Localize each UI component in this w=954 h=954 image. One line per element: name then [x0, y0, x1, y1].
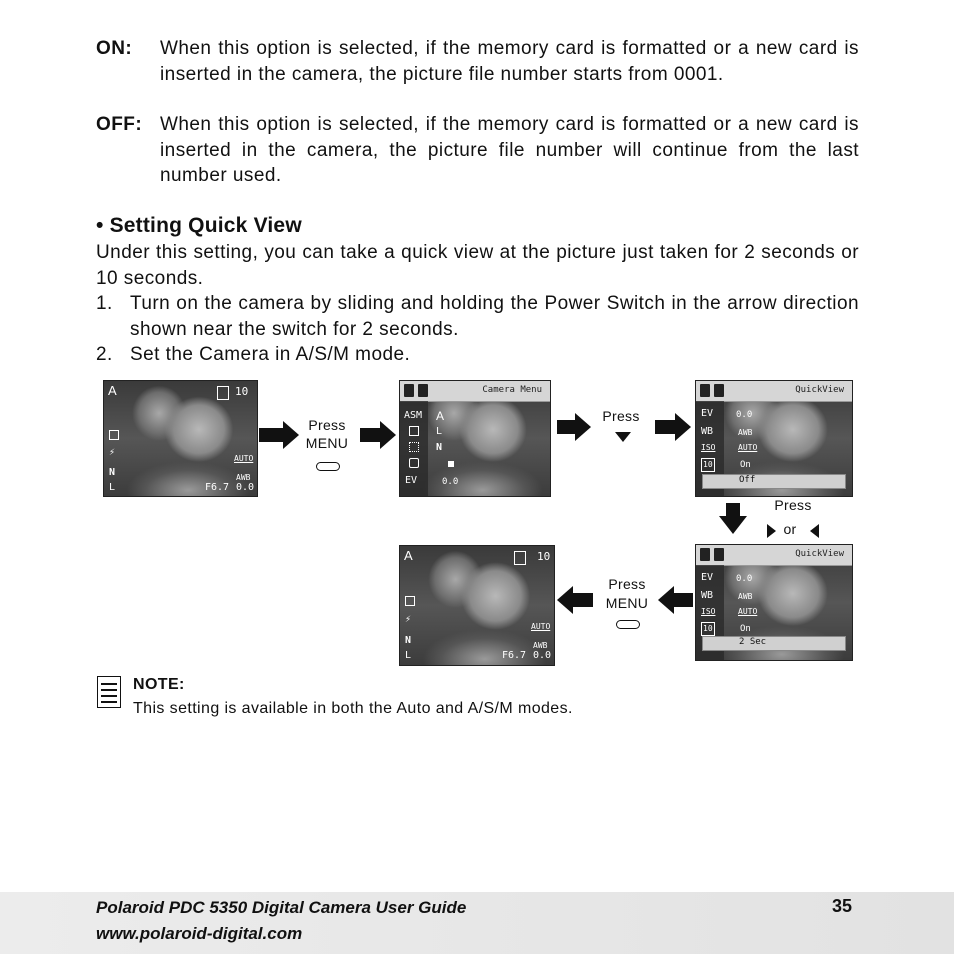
menu-header	[400, 381, 550, 402]
ev-icon: EV	[701, 572, 714, 583]
size-value: L	[436, 426, 443, 437]
option-off-text: When this option is selected, if the memory card is formatted or a new card is inserted in the camera, the picture file number will continue from the last number used.	[160, 114, 859, 186]
quickview-option-bar	[702, 636, 846, 651]
ev-value: 0.0	[442, 477, 459, 487]
ev-icon: EV	[701, 408, 714, 419]
arrow-right-icon	[380, 421, 396, 449]
ev-value: 0.0	[236, 482, 255, 493]
menu-label: MENU	[305, 435, 349, 451]
iso-value: AUTO	[531, 622, 551, 631]
menu-label: MENU	[605, 595, 649, 611]
note-heading: NOTE:	[133, 676, 185, 693]
quality-value: N	[436, 442, 443, 453]
right-button-icon	[767, 524, 776, 538]
reset-icon: 10	[701, 622, 715, 636]
mode-indicator: A	[108, 383, 117, 398]
aperture-value: F6.7	[205, 482, 230, 493]
camera-icon	[404, 384, 414, 397]
menu-header	[696, 381, 852, 402]
quickview-option-bar	[702, 474, 846, 489]
arrow-shaft	[360, 428, 382, 442]
arrow-shaft	[557, 420, 577, 434]
wb-value: AWB	[738, 428, 753, 437]
or-label: or	[783, 521, 797, 537]
live-view-result-screen	[399, 545, 555, 666]
setup-icon	[714, 548, 724, 561]
step-2-text: Set the Camera in A/S/M mode.	[130, 344, 411, 365]
section-title: • Setting Quick View	[96, 214, 302, 237]
arrow-shaft	[573, 593, 593, 607]
reset-icon: 10	[701, 458, 715, 472]
resolution-icon: N	[405, 635, 412, 646]
iso-icon: ISO	[701, 443, 716, 452]
quickview-2sec-screen	[695, 544, 853, 661]
footer-title: Polaroid PDC 5350 Digital Camera User Guide	[96, 898, 467, 917]
iso-value: AUTO	[738, 443, 758, 452]
arrow-shaft	[726, 503, 740, 517]
ev-value: 0.0	[736, 574, 753, 584]
arrow-shaft	[655, 420, 677, 434]
memory-card-icon	[514, 551, 526, 565]
menu-header	[696, 545, 852, 566]
wb-value: AWB	[533, 641, 548, 650]
size-icon: L	[405, 650, 412, 661]
menu-title: Camera Menu	[482, 385, 542, 395]
flash-icon: ⚡	[405, 614, 412, 625]
mode-indicator: A	[404, 548, 413, 563]
menu-button-icon	[616, 620, 640, 629]
meter-value-icon	[448, 461, 454, 467]
section-intro: Under this setting, you can take a quick view at the picture just taken for 2 seconds or 10 seconds.	[96, 242, 859, 289]
arrow-shaft	[259, 428, 285, 442]
iso-icon: ISO	[701, 607, 716, 616]
live-view-screen	[103, 380, 258, 497]
iso-value: AUTO	[738, 607, 758, 616]
reset-value: On	[740, 460, 751, 470]
arrow-down-icon	[719, 516, 747, 534]
reset-value: On	[740, 624, 751, 634]
step-1-text: Turn on the camera by sliding and holding the Power Switch in the arrow direction shown near the switch for 2 seconds.	[130, 293, 859, 340]
option-on-text: When this option is selected, if the memory card is formatted or a new card is inserted in the camera, the picture file number starts from 0001.	[160, 38, 859, 85]
wb-value: AWB	[738, 592, 753, 601]
page-footer	[0, 892, 954, 954]
flash-icon: ⚡	[109, 447, 116, 458]
quickview-selected: 2 Sec	[739, 637, 767, 647]
memory-card-icon	[217, 386, 229, 400]
quickview-selected: Off	[739, 475, 756, 485]
arrow-right-icon	[283, 421, 299, 449]
page-number: 35	[832, 896, 853, 916]
quickview-off-screen	[695, 380, 853, 497]
option-off-label: OFF:	[96, 114, 143, 135]
option-on-label: ON:	[96, 38, 133, 59]
ev-value: 0.0	[533, 650, 552, 661]
meter-icon	[409, 458, 419, 468]
wb-icon: WB	[701, 426, 714, 437]
note-icon	[97, 676, 121, 708]
asm-value: A	[436, 409, 445, 423]
camera-icon	[700, 384, 710, 397]
asm-icon: ASM	[404, 410, 423, 421]
left-button-icon	[810, 524, 819, 538]
sharpness-icon	[409, 442, 419, 452]
step-2-number: 2.	[96, 344, 113, 365]
press-label: Press	[608, 576, 646, 592]
quality-icon	[409, 426, 419, 436]
setup-icon	[418, 384, 428, 397]
arrow-left-icon	[658, 586, 674, 614]
footer-url: www.polaroid-digital.com	[96, 924, 303, 943]
down-button-icon	[615, 432, 631, 442]
ev-value: 0.0	[736, 410, 753, 420]
wb-value: AWB	[236, 473, 251, 482]
menu-button-icon	[316, 462, 340, 471]
size-icon: L	[109, 482, 116, 493]
resolution-icon: N	[109, 467, 116, 478]
step-1-number: 1.	[96, 293, 113, 314]
shot-count: 10	[235, 385, 249, 398]
quality-icon	[405, 596, 415, 606]
press-label: Press	[602, 408, 640, 424]
arrow-shaft	[673, 593, 693, 607]
quality-icon	[109, 430, 119, 440]
press-label: Press	[308, 417, 346, 433]
arrow-right-icon	[675, 413, 691, 441]
shot-count: 10	[537, 550, 551, 563]
iso-value: AUTO	[234, 454, 254, 463]
note-text: This setting is available in both the Auto and A/S/M modes.	[133, 700, 573, 717]
press-label: Press	[774, 497, 812, 513]
camera-menu-screen	[399, 380, 551, 497]
wb-icon: WB	[701, 590, 714, 601]
aperture-value: F6.7	[502, 650, 527, 661]
ev-icon: EV	[405, 475, 418, 486]
menu-title: QuickView	[795, 385, 844, 395]
setup-icon	[714, 384, 724, 397]
menu-title: QuickView	[795, 549, 844, 559]
camera-icon	[700, 548, 710, 561]
arrow-right-icon	[575, 413, 591, 441]
arrow-left-icon	[557, 586, 573, 614]
